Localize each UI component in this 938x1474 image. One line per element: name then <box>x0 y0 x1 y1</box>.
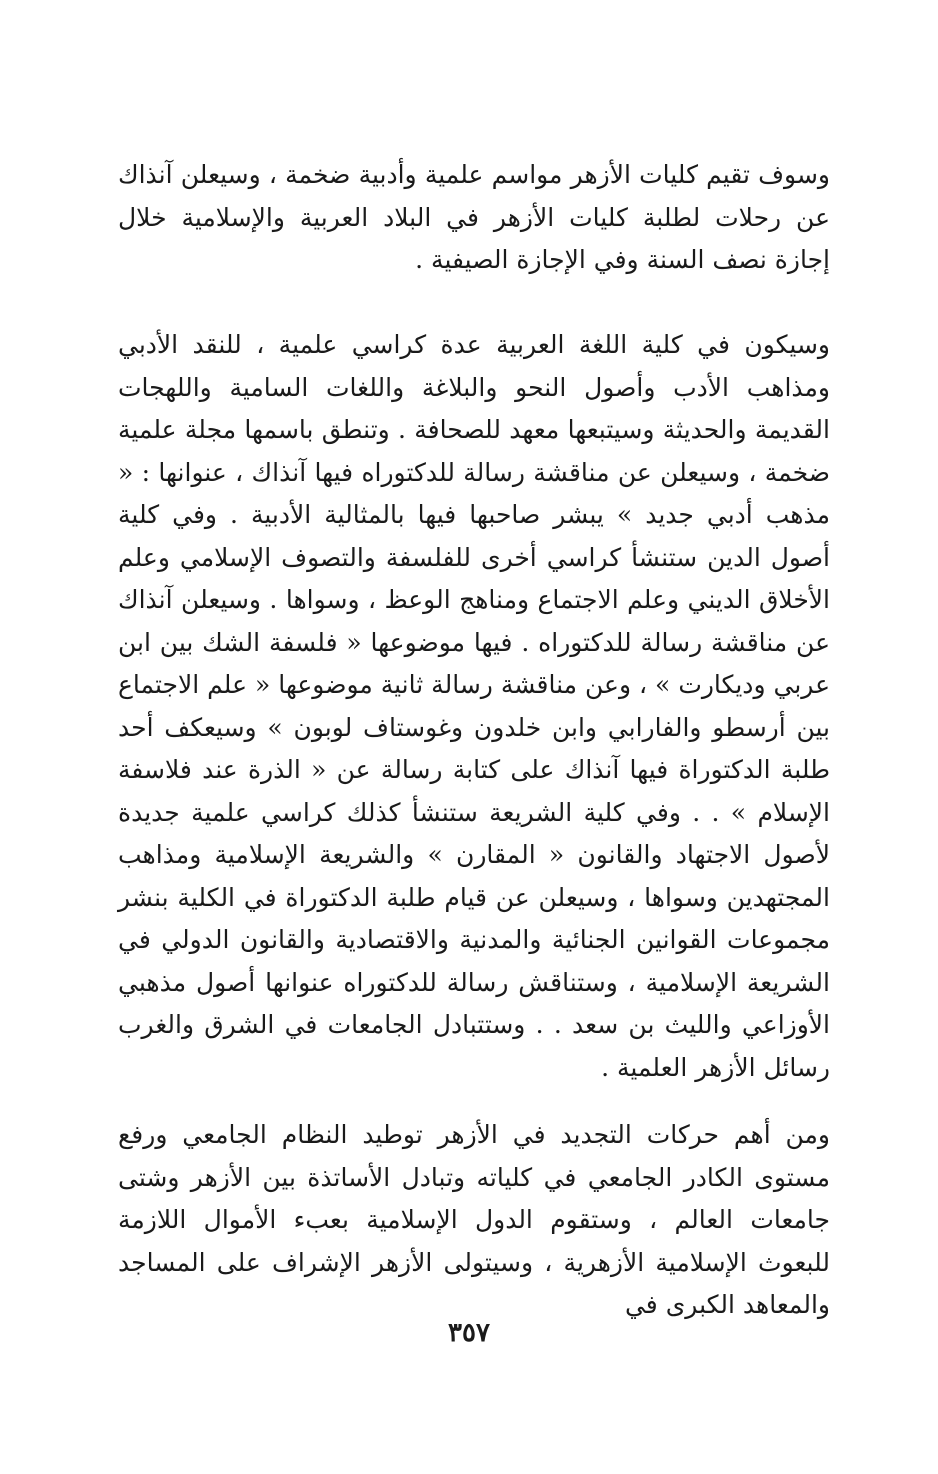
paragraph-1: وسوف تقيم كليات الأزهر مواسم علمية وأدبية ضخمة ، وسيعلن آنذاك عن رحلات لطلبة كليات الأزهر في البلاد العربية والإسلامية خلال إجازة نصف السنة وفي الإجازة الصيفية . <box>118 160 830 274</box>
paragraph-2: وسيكون في كلية اللغة العربية عدة كراسي علمية ، للنقد الأدبي ومذاهب الأدب وأصول النحو والبلاغة واللغات السامية واللهجات القديمة والحديثة وسيتبعها معهد للصحافة . وتنطق باسمها مجلة علمية ضخمة ، وسيعلن عن مناقشة رسالة للدكتوراه فيها آنذاك ، عنوانها : « مذهب أدبي جديد » يبشر صاحبها فيها بالمثالية الأدبية . وفي كلية أصول الدين ستنشأ كراسي أخرى للفلسفة والتصوف الإسلامي وعلم الأخلاق الديني وعلم الاجتماع ومناهج الوعظ ، وسواها . وسيعلن آنذاك عن مناقشة رسالة للدكتوراه . فيها موضوعها « فلسفة الشك بين ابن عربي وديكارت » ، وعن مناقشة رسالة ثانية موضوعها « علم الاجتماع بين أرسطو والفارابي وابن خلدون وغوستاف لوبون » وسيعكف أحد طلبة الدكتوراة فيها آنذاك على كتابة رسالة عن « الذرة عند فلاسفة الإسلام » . . وفي كلية الشريعة ستنشأ كذلك كراسي علمية جديدة لأصول الاجتهاد والقانون « المقارن » والشريعة الإسلامية ومذاهب المجتهدين وسواها ، وسيعلن عن قيام طلبة الدكتوراة في الكلية بنشر مجموعات القوانين الجنائية والمدنية والاقتصادية والقانون الدولي في الشريعة الإسلامية ، وستناقش رسالة للدكتوراه عنوانها أصول مذهبي الأوزاعي والليث بن سعد . . وستتبادل الجامعات في الشرق والغرب رسائل الأزهر العلمية . <box>118 330 830 1082</box>
page-number: ٣٥٧ <box>448 1318 490 1348</box>
paragraph-3: ومن أهم حركات التجديد في الأزهر توطيد النظام الجامعي ورفع مستوى الكادر الجامعي في كلياته وتبادل الأساتذة بين الأزهر وشتى جامعات العالم ، وستقوم الدول الإسلامية بعبء الأموال اللازمة للبعوث الإسلامية الأزهرية ، وسيتولى الأزهر الإشراف على المساجد والمعاهد الكبرى في <box>118 1120 830 1319</box>
